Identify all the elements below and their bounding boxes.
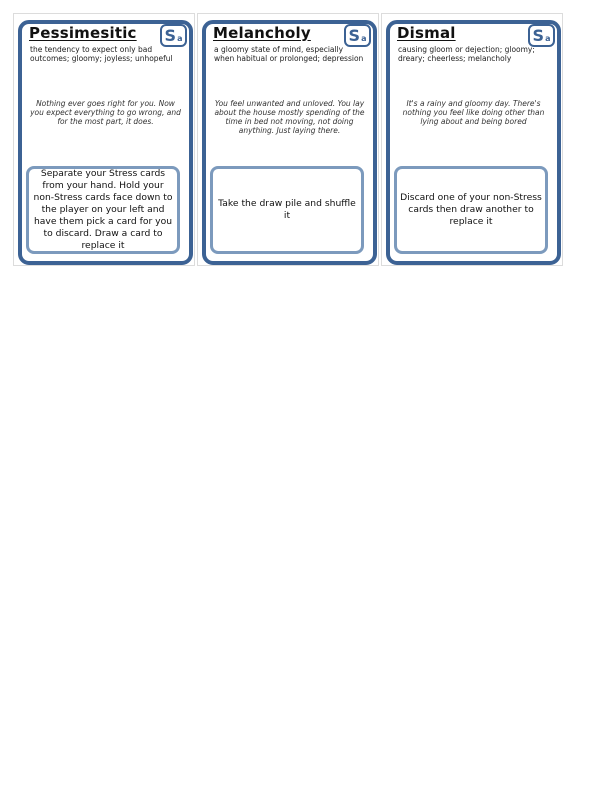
card-cell-dismal <box>381 13 563 266</box>
card-definition: a gloomy state of mind, especially when habitual or prolonged; depression <box>214 45 364 63</box>
card-title: Pessimesitic <box>29 24 137 42</box>
card-cell-pessimistic <box>13 13 195 266</box>
card-flavor-text: Nothing ever goes right for you. Now you expect everything to go wrong, and for the most part, it does. <box>30 99 181 126</box>
card-effect-text: Take the draw pile and shuffle it <box>218 198 356 221</box>
card-cell-melancholy <box>197 13 379 266</box>
card-title: Dismal <box>397 24 456 42</box>
card-melancholy[interactable] <box>202 20 377 265</box>
stress-badge-icon <box>528 24 555 47</box>
badge-letter: S <box>532 26 545 45</box>
stress-badge-icon <box>160 24 187 47</box>
card-effect-box <box>26 166 180 254</box>
card-pessimistic[interactable] <box>18 20 193 265</box>
card-effect-text: Discard one of your non-Stress cards then draw another to replace it <box>400 192 542 227</box>
badge-letter: S <box>164 26 177 45</box>
badge-subscript: a <box>361 34 367 43</box>
badge-subscript: a <box>177 34 183 43</box>
card-definition: the tendency to expect only bad outcomes; gloomy; joyless; unhopeful <box>30 45 173 63</box>
card-effect-text: Separate your Stress cards from your hand. Hold your non-Stress cards face down to the player on your left and have them pick a card for you to discard. Draw a card to replace it <box>33 168 173 251</box>
card-effect-box <box>394 166 548 254</box>
card-title: Melancholy <box>213 24 311 42</box>
card-flavor-text: It's a rainy and gloomy day. There's nothing you feel like doing other than lying about and being bored <box>402 99 545 126</box>
card-flavor-text: You feel unwanted and unloved. You lay about the house mostly spending of the time in bed not moving, not doing anything. Just laying there. <box>214 99 365 135</box>
badge-subscript: a <box>545 34 551 43</box>
stress-badge-icon <box>344 24 371 47</box>
badge-letter: S <box>348 26 361 45</box>
card-definition: causing gloom or dejection; gloomy; dreary; cheerless; melancholy <box>398 45 535 63</box>
card-effect-box <box>210 166 364 254</box>
card-dismal[interactable] <box>386 20 561 265</box>
card-sheet <box>13 13 562 266</box>
